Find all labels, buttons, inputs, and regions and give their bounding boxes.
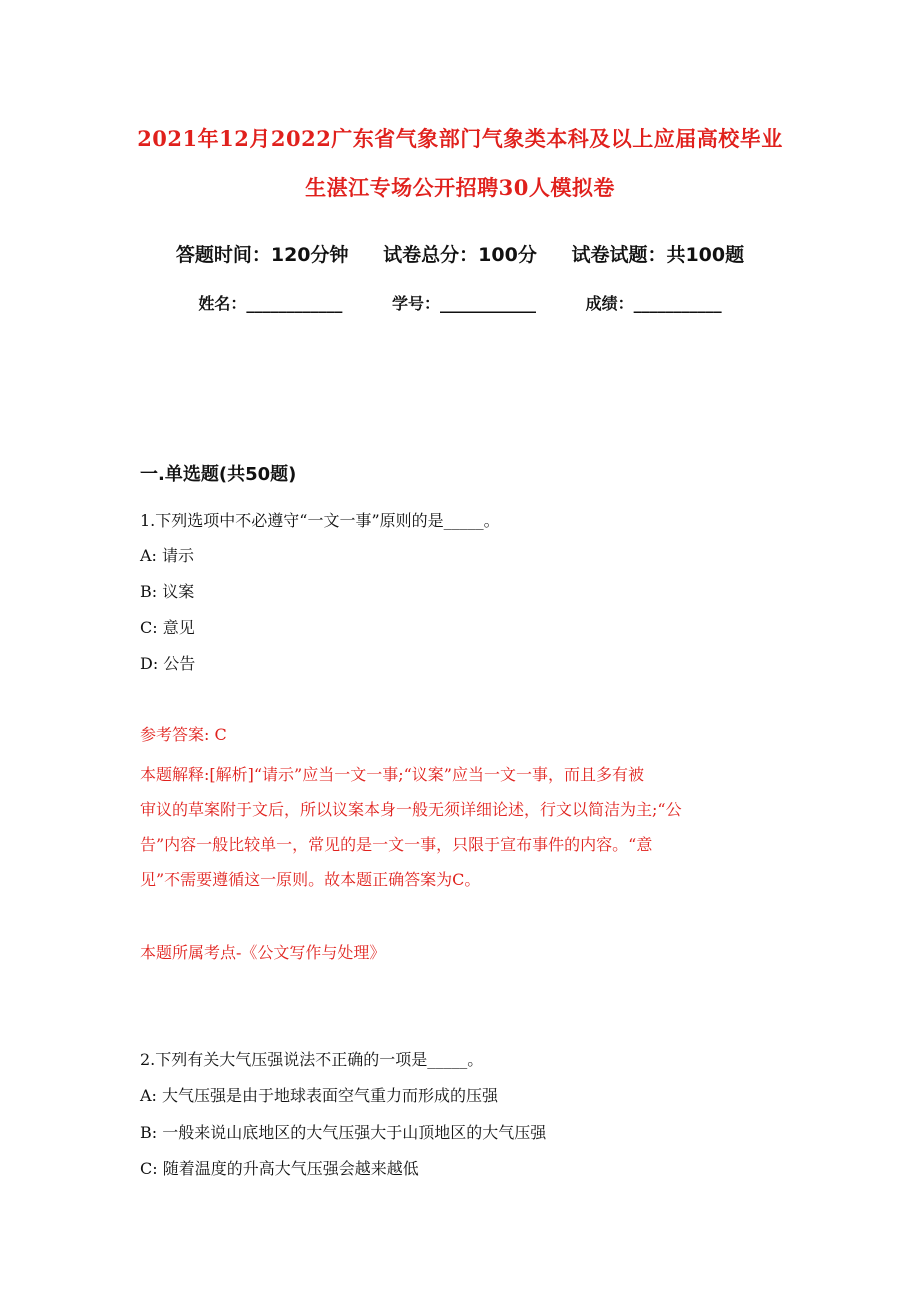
- q1-option-d: D: 公告: [140, 654, 196, 673]
- section-title: 一.单选题(共50题): [140, 464, 297, 485]
- q2-option-b: B: 一般来说山底地区的大气压强大于山顶地区的大气压强: [140, 1123, 547, 1142]
- student-id-field: 学号：____________: [391, 294, 536, 313]
- q1-option-a: A: 请示: [140, 546, 195, 565]
- q1-explanation-line: 告”内容一般比较单一，常见的是一文一事，只限于宣布事件的内容。“意: [140, 835, 653, 854]
- q1-explanation-line: 本题解释:[解析]“请示”应当一文一事;“议案”应当一文一事，而且多有被: [140, 765, 644, 784]
- score-field: 成绩：___________: [585, 294, 722, 313]
- student-fields: [40, 291, 880, 314]
- q1-explanation: [140, 757, 785, 897]
- q2-option-c: C: 随着温度的升高大气压强会越来越低: [140, 1159, 419, 1178]
- exam-question-count: 试卷试题：共100题: [571, 244, 745, 266]
- q2-stem: 2.下列有关大气压强说法不正确的一项是_____。: [140, 1050, 484, 1069]
- name-field: 姓名：____________: [198, 294, 343, 313]
- q1-stem: 1.下列选项中不必遵守“一文一事”原则的是_____。: [140, 511, 500, 530]
- q1-option-c: C: 意见: [140, 618, 195, 637]
- exam-title-line1: 2021年12月2022广东省气象部门气象类本科及以上应届高校毕业: [137, 126, 783, 151]
- exam-title-line2: 生湛江专场公开招聘30人模拟卷: [305, 175, 615, 200]
- q1-topic: 本题所属考点-《公文写作与处理》: [140, 943, 386, 962]
- q1-option-b: B: 议案: [140, 582, 195, 601]
- exam-time: 答题时间：120分钟: [175, 244, 349, 266]
- exam-total-score: 试卷总分：100分: [383, 244, 537, 266]
- exam-meta: [40, 240, 880, 267]
- q1-explanation-line: 审议的草案附于文后，所以议案本身一般无须详细论述，行文以简洁为主;“公: [140, 800, 682, 819]
- q1-answer: 参考答案: C: [140, 725, 227, 744]
- q2-option-a: A: 大气压强是由于地球表面空气重力而形成的压强: [140, 1086, 499, 1105]
- q1-explanation-line: 见”不需要遵循这一原则。故本题正确答案为C。: [140, 870, 481, 889]
